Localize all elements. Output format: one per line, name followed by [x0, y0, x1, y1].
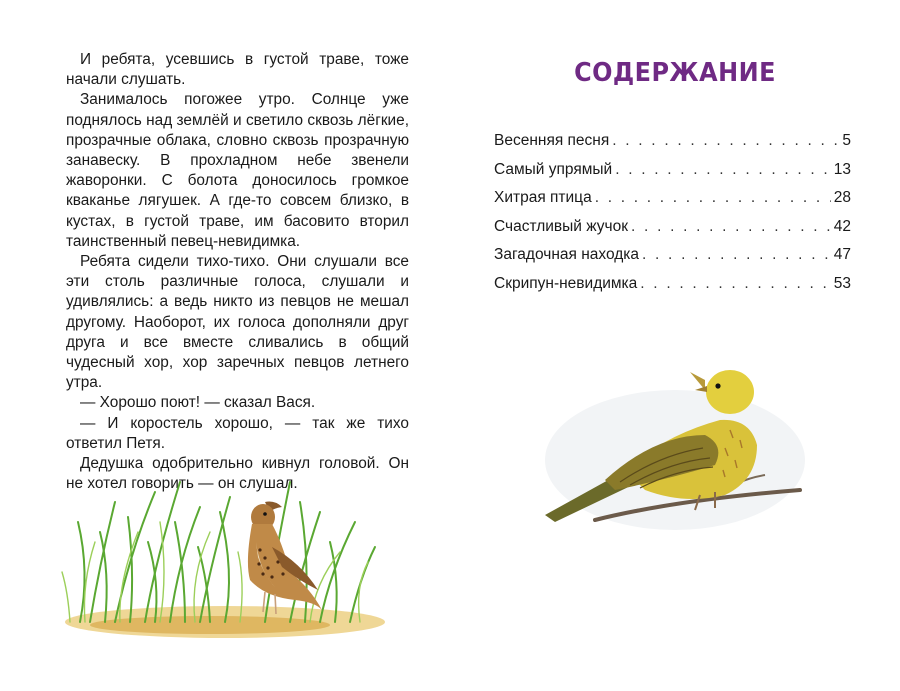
- story-paragraph: Занималось погожее утро. Солнце уже поднялось над землёй и светило сквозь лёгкие, прозрачные облака, словно сквозь прозрачную занавеску. В прохладном небе звенели жаворонки. С болота доносилось громкое кваканье лягушек. А где-то совсем близко, в кустах, в густой траве, им басовито вторил таинственный певец-невидимка.: [66, 91, 409, 250]
- toc-entry[interactable]: [494, 189, 851, 218]
- story-text: [66, 50, 409, 494]
- story-paragraph: Ребята сидели тихо-тихо. Они слушали все эти столь различные голоса, слушали и удивлялись: а ведь никто из певцов не мешал другому. Наоборот, их голоса дополняли друг друга и все вместе сливались в общий чудесный хор, хор заречных певцов летнего утра.: [66, 253, 409, 392]
- toc-entry-title: Скрипун-невидимка: [494, 274, 638, 292]
- yellowhammer-bird-illustration: [535, 350, 815, 540]
- toc-leader-dots: [631, 218, 831, 236]
- story-paragraph: Дедушка одобрительно кивнул головой. Он не хотел говорить — он слушал.: [66, 455, 409, 493]
- toc-entry-page: 13: [833, 160, 851, 178]
- toc-entry[interactable]: [494, 246, 851, 275]
- toc-entry[interactable]: [494, 218, 851, 247]
- toc-entry-page: 5: [842, 132, 851, 149]
- toc-entry-page: 42: [833, 217, 851, 235]
- toc-entry-page: 28: [833, 189, 851, 206]
- toc-leader-dots: [642, 246, 831, 264]
- toc-entry-page: 53: [833, 274, 851, 292]
- toc-title: СОДЕРЖАНИЕ: [574, 58, 776, 88]
- story-paragraph: — И коростель хорошо, — так же тихо ответил Петя.: [66, 414, 409, 452]
- table-of-contents: [494, 132, 851, 303]
- toc-entry-title: Весенняя песня: [494, 132, 610, 149]
- right-page: [450, 0, 900, 691]
- toc-leader-dots: [615, 161, 831, 179]
- toc-entry-page: 47: [833, 246, 851, 263]
- toc-entry-title: Счастливый жучок: [494, 217, 629, 235]
- toc-entry-title: Хитрая птица: [494, 189, 592, 206]
- toc-leader-dots: [612, 132, 839, 150]
- toc-leader-dots: [640, 275, 830, 293]
- toc-leader-dots: [595, 189, 831, 207]
- toc-entry-title: Загадочная находка: [494, 246, 640, 263]
- toc-entry[interactable]: [494, 132, 851, 161]
- story-paragraph: И ребята, усевшись в густой траве, тоже начали слушать.: [66, 51, 409, 89]
- toc-entry[interactable]: [494, 275, 851, 304]
- toc-entry-title: Самый упрямый: [494, 160, 613, 178]
- toc-entry[interactable]: [494, 161, 851, 190]
- story-paragraph: — Хорошо поют! — сказал Вася.: [80, 394, 316, 412]
- corncrake-in-grass-illustration: [60, 462, 390, 642]
